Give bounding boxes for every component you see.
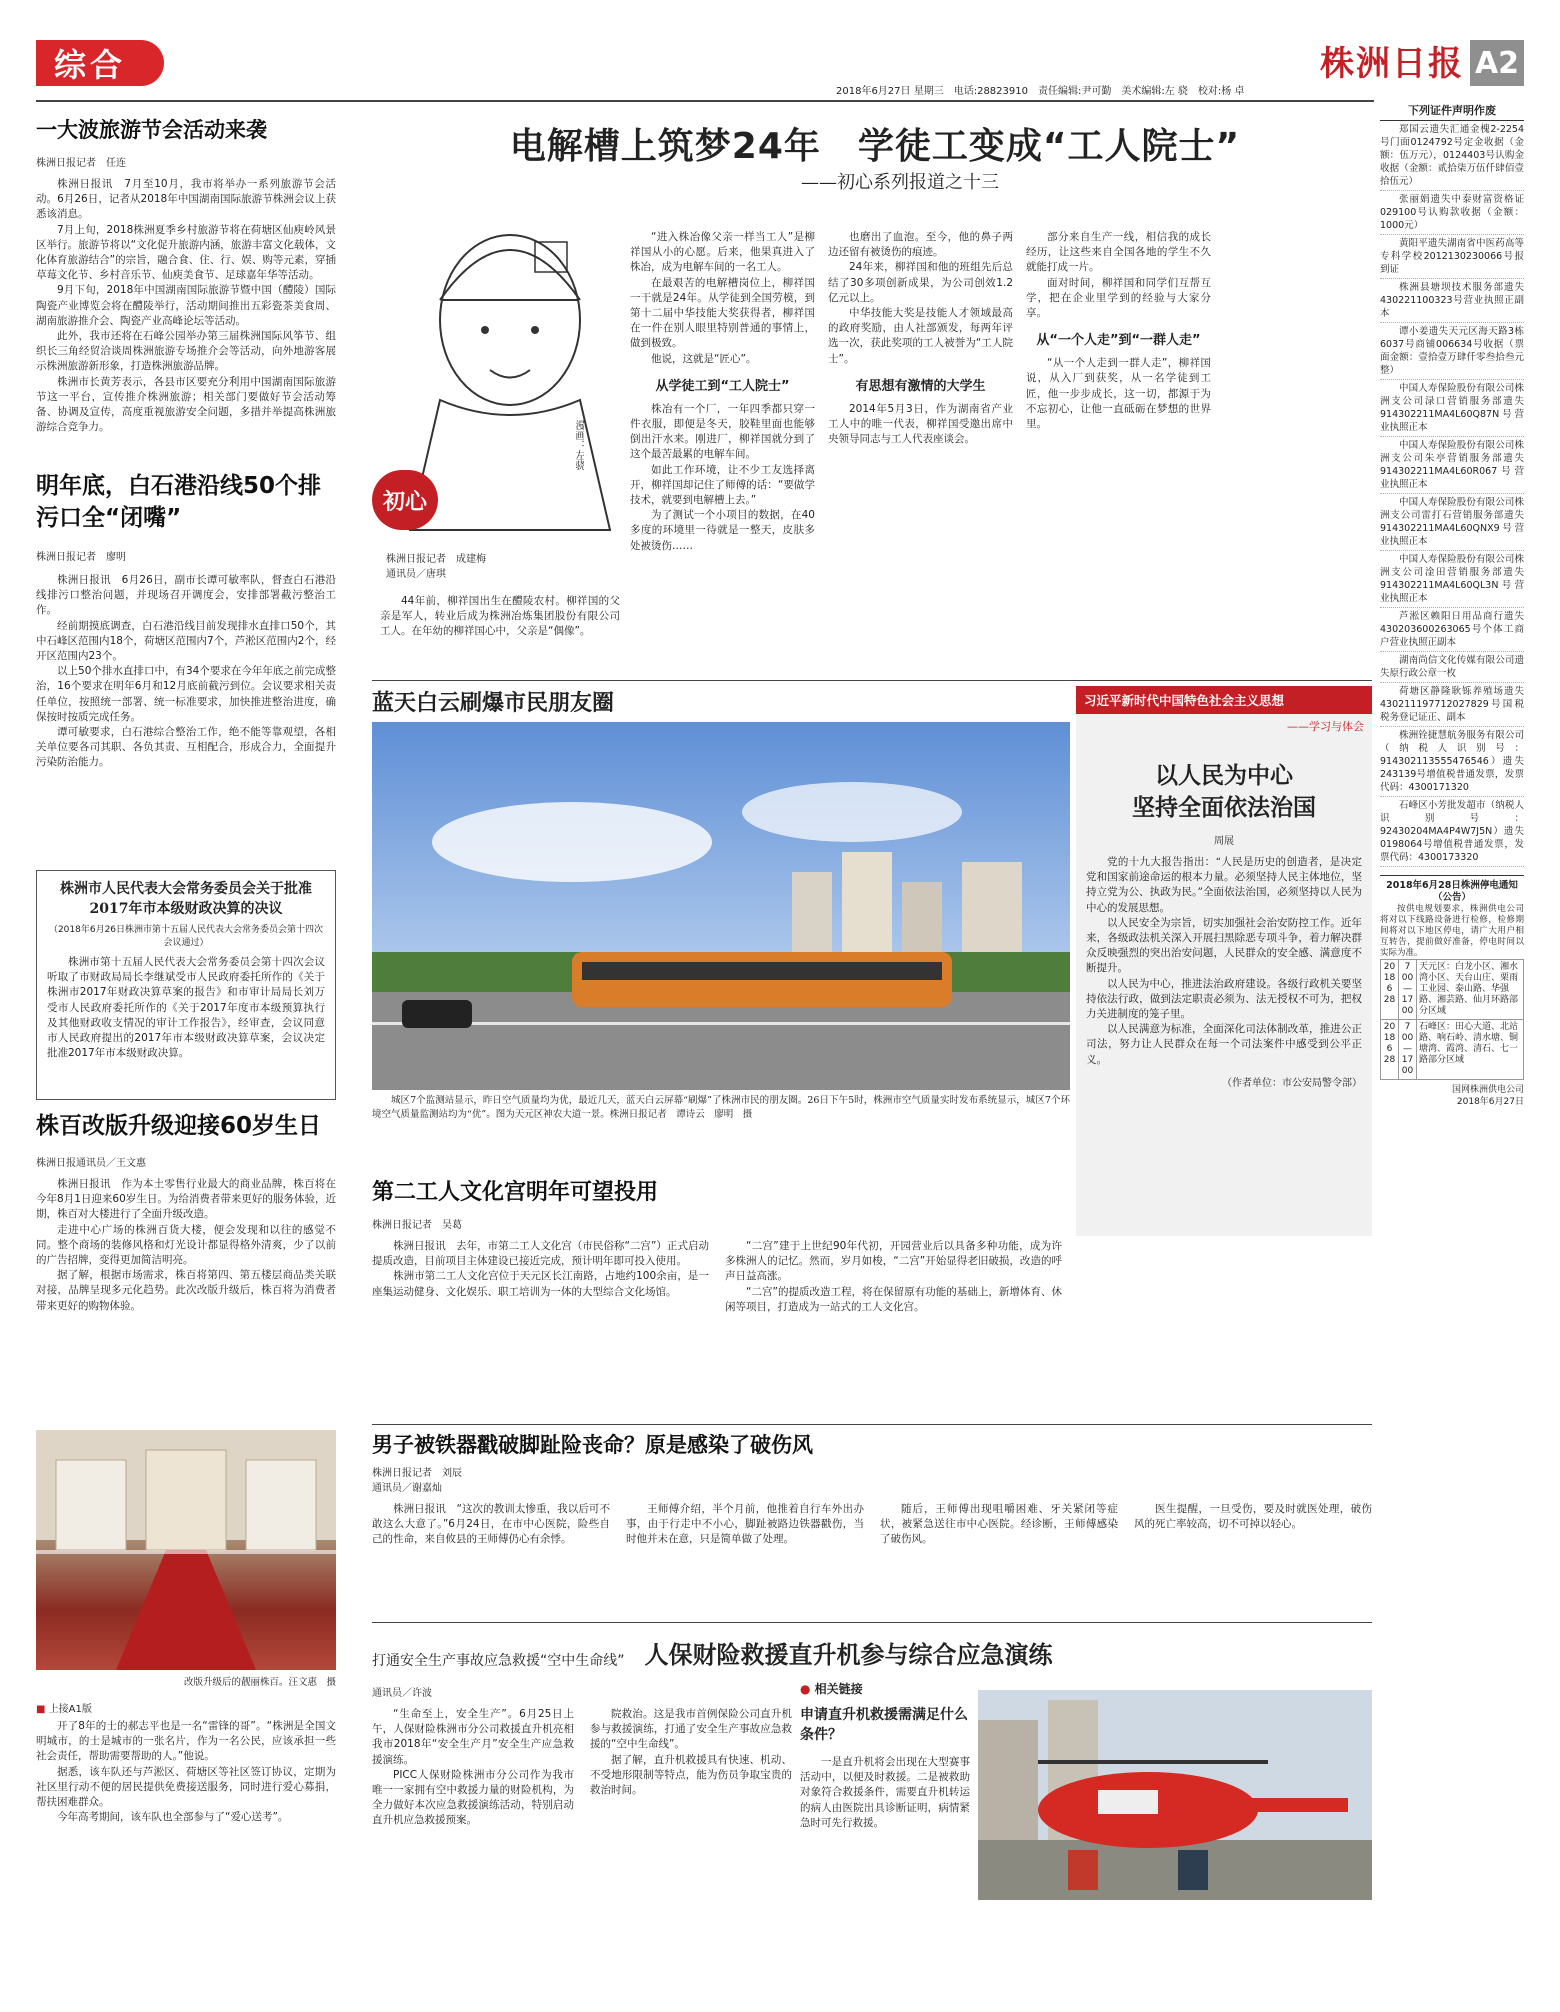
helicopter-photo [978,1690,1372,1900]
paragraph: 据了解，根据市场需求，株百将第四、第五楼层商品类关联对接，品牌呈现多元化趋势。此次改版升级后，株百将为消费者带来更好的购物体验。 [36,1269,336,1312]
headline: 一大波旅游节会活动来袭 [36,118,267,142]
headline: 株百改版升级迎接60岁生日 [36,1113,322,1139]
paragraph: “二宫”建于上世纪90年代初，开园营业后以具备多种功能，成为许多株洲人的记忆。然而，岁月如梭，“二宫”开始显得老旧破损，改造的呼声日益高涨。 [725,1240,1062,1283]
notice-item: 荷塘区静隆耿铄养殖场遗失430211197712027829号国税税务登记证正、副本 [1380,683,1524,727]
paragraph: 开了8年的士的郝志平也是一名“雷锋的哥”。“株洲是全国文明城市，的士是城市的一张名片，作为一名公民，应该承担一些社会责任，帮助需要帮助的人。”他说。 [36,1720,336,1763]
paragraph: 株洲日报讯 6月26日，副市长谭可敏率队，督查白石港沿线排污口整治问题，并现场召开调度会，安排部署截污整治工作。 [36,574,336,617]
outage-footer: 国网株洲供电公司 2018年6月27日 [1451,1085,1524,1107]
paragraph: 院救治。这是我市首例保险公司直升机参与救援演练，打通了安全生产事故应急救援的“空中生命线”。 [590,1708,792,1751]
notice-item: 中国人寿保险股份有限公司株洲支公司渌口营销服务部遗失914302211MA4L60Q87N号营业执照正本 [1380,380,1524,437]
masthead-logo: 株洲日报 [1320,44,1464,84]
table-cell: 7 00 — 17 00 [1399,1020,1417,1080]
headline: 人保财险救援直升机参与综合应急演练 [644,1641,1053,1669]
paragraph: 2014年5月3日，作为湖南省产业工人中的唯一代表，柳祥国受邀出席中央领导同志与工人代表座谈会。 [828,402,1013,446]
theory-box [1076,686,1372,1236]
resolution-box [36,870,336,1100]
lead-intro [380,594,620,674]
tram-photo-image [372,722,1070,1090]
store-photo [36,1430,336,1670]
kicker: 打通安全生产事故应急救援“空中生命线” [372,1653,625,1669]
lead-column-3 [1026,230,1211,670]
paragraph: 以人民安全为宗旨，切实加强社会治安防控工作。近年来，各级政法机关深入开展扫黑除恶专项斗争，着力解决群众反映强烈的突出治安问题，人民群众的安全感、满意度不断提升。 [1086,916,1362,975]
paragraph: 以人民为中心，推进法治政府建设。各级行政机关要坚持依法行政，做到法定职责必须为、法无授权不可为，把权力关进制度的笼子里。 [1086,977,1362,1021]
header-rule [36,100,1374,102]
headline: 男子被铁器戳破脚趾险丧命？原是感染了破伤风 [372,1433,813,1457]
article-taxi-continued [36,1700,336,2000]
notice-item: 中国人寿保险股份有限公司株洲支公司淦田营销服务部遗失914302211MA4L60QL3N号营业执照正本 [1380,551,1524,608]
paragraph: 24年来，柳祥国和他的班组先后总结了30多项创新成果，为公司创效1.2亿元以上。 [828,261,1013,304]
related-link-label [800,1680,970,1697]
paragraph: “从一个人走到一群人走”，柳祥国说，从入厂到获奖，从一名学徒到工匠，他一步步成长，这一切，都源于为不忘初心，让他一直砥砺在梦想的世界里。 [1026,357,1211,431]
headline: 第二工人文化宫明年可望投用 [372,1180,659,1205]
paragraph: 9月下旬，2018年中国湖南国际旅游节暨中国（醴陵）国际陶瓷产业博览会将在醴陵举行，活动期间推出五彩瓷茶美食周、湖南旅游推介会、陶瓷产业高峰论坛等活动。 [36,284,336,327]
subhead: 从学徒工到“工人院士” [655,378,790,394]
theory-title: 以人民为中心 坚持全面依法治国 [1132,763,1316,821]
page-number: A2 [1470,40,1524,86]
section-divider [372,680,1372,681]
paragraph: 44年前，柳祥国出生在醴陵农村。柳祥国的父亲是军人，转业后成为株洲冶炼集团股份有限公司工人。在年幼的柳祥国心中，父亲是“偶像”。 [380,595,620,638]
article-tourism [36,116,336,456]
store-photo-caption: 改版升级后的靓丽株百。汪文惠 摄 [183,1677,336,1688]
paragraph: 株洲日报讯 “这次的教训太惨重，我以后可不敢这么大意了。”6月24日，在市中心医院，险些自己的性命，来自攸县的王师傅仍心有余悸。 [372,1503,610,1546]
byline: 株洲日报记者 任连 [36,158,126,169]
table-cell: 7 00 — 17 00 [1399,960,1417,1020]
article-sewage [36,470,336,860]
byline: 株洲日报记者 刘辰 通讯员／谢嘉灿 [372,1468,462,1494]
jump-text: 上接A1版 [48,1704,92,1715]
paragraph: 在最艰苦的电解槽岗位上，柳祥国一干就是24年。从学徒到全国劳模，到第十二届中华技能大奖获得者，柳祥国在一件在别人眼里特别普通的事情上，做到极致。 [630,276,815,350]
paragraph: 面对时间，柳祥国和同学们互帮互学，把在企业里学到的经验与大家分享。 [1026,276,1211,320]
paragraph: 医生提醒，一旦受伤，要及时就医处理，破伤风的死亡率较高，切不可掉以轻心。 [1134,1503,1372,1531]
section-label: 综合 [36,40,164,86]
tram-photo [372,722,1070,1090]
lead-subtitle: ——初心系列报道之十三 [801,172,999,193]
table-cell: 石峰区：田心大道、北站路、响石岭、清水塘、铜塘湾、霞湾、清石、七一路部分区域 [1417,1020,1524,1080]
outage-intro: 按供电规划要求，株洲供电公司将对以下线路设备进行检修，检修期间将对以下地区停电，请广大用户相互转告，提前做好准备，停电时间以实际为准。 [1380,904,1524,958]
lead-column-2 [828,230,1013,670]
paragraph: 走进中心广场的株洲百货大楼，便会发现和以往的感觉不同。整个商场的装修风格和灯光设计都显得格外清爽，少了以前的广告招牌，变得更加简洁明亮。 [36,1223,336,1267]
lead-headline: 电解槽上筑梦24年 学徒工变成“工人院士” [509,126,1241,167]
headline: 明年底，白石港沿线50个排污口全“闭嘴” [36,473,322,531]
notice-item: 黄阳平遗失湖南省中医药高等专科学校2012130230066号报到证 [1380,235,1524,279]
paragraph: 以上50个排水直排口中，有34个要求在今年年底之前完成整治，16个要求在明年6月和12月底前截污到位。会议要求相关责任单位，按照统一部署、统一标准要求，加快推进整治进度，确保按时按质完成任务。 [36,665,336,723]
table-row [1381,960,1524,1020]
section-divider [372,1424,1372,1425]
table-cell: 20 18 6 28 [1381,960,1399,1020]
theory-source: （作者单位：市公安局警令部） [1222,1077,1362,1089]
paragraph: 株洲日报讯 去年，市第二工人文化宫（市民俗称“二宫”）正式启动提质改造，目前项目主体建设已接近完成，预计明年即可投入使用。 [372,1240,709,1268]
lead-byline: 株洲日报记者 成建梅 通讯员／唐琪 [386,554,486,580]
paragraph: 据悉，该车队还与芦淞区、荷塘区等社区签订协议，定期为社区里行动不便的居民提供免费接送服务，同时进行爱心募捐，帮扶困难群众。 [36,1765,336,1809]
paragraph: 株冶有一个厂，一年四季都只穿一件衣服，即便是冬天，胶鞋里面也能够倒出汗水来。刚进厂，柳祥国就分到了这个最苦最累的电解车间。 [630,402,815,461]
jump-label [36,1700,336,1715]
paragraph: 他说，这就是“匠心”。 [651,352,757,365]
dateline: 2018年6月27日 星期三 电话:28823910 责任编辑:尹可勤 美术编辑:左 骁 校对:杨 卓 [836,86,1245,97]
article-store [36,1110,336,1420]
helicopter-photo-image [978,1690,1372,1900]
paragraph: 株洲市第二工人文化宫位于天元区长江南路，占地约100余亩，是一座集运动健身、文化娱乐、职工培训为一体的大型综合文化场馆。 [372,1270,709,1298]
paragraph: 此外，我市还将在石峰公园举办第三届株洲国际风筝节、组织长三角经贸洽谈周株洲旅游专场推介会等活动，向外地游客展示株洲旅游新形象，打造株洲旅游品牌。 [36,330,336,373]
store-photo-image [36,1430,336,1670]
paragraph: 经前期摸底调查，白石港沿线目前发现排水直排口50个，其中石峰区范围内18个，荷塘区范围内7个，芦淞区范围内2个，经开区范围内23个。 [36,619,336,663]
theory-author: 周展 [1214,836,1234,847]
notice-item: 中国人寿保险股份有限公司株洲支公司雷打石营销服务部遗失914302211MA4L60QNX9号营业执照正本 [1380,494,1524,551]
photo-headline: 蓝天白云刷爆市民朋友圈 [372,691,615,716]
subhead: 从“一个人走”到“一群人走” [1036,333,1201,349]
notice-item: 株洲县塘坝技术服务部遗失430221100323号营业执照正副本 [1380,279,1524,323]
byline: 株洲日报记者 廖明 [36,552,126,563]
resolution-body: 株洲市第十五届人民代表大会常务委员会第十四次会议听取了市财政局局长李继斌受市人民政府委托所作的《关于株洲市2017年财政决算草案的报告》和市审计局局长刘万受市人民政府委托所作的《关于2017年度市本级预算执行及其他财政收支情况的审计工作报告》，经审查，会议同意市人民政府提出的2017年市本级财政决算草案，会议决定批准2017年市本级财政决算。 [47,956,325,1060]
notice-item: 芦淞区赖阳日用品商行遗失430203600263065号个体工商户营业执照正副本 [1380,608,1524,652]
resolution-title: 株洲市人民代表大会常务委员会关于批准2017年市本级财政决算的决议 [60,881,312,917]
paragraph: 谭可敏要求，白石港综合整治工作，绝不能等靠观望，各相关单位要各司其职、各负其责、互相配合，形成合力，全面提升污染防治能力。 [36,726,336,769]
theory-body [1076,855,1372,1089]
section-divider [372,1622,1372,1623]
paragraph: 中华技能大奖是技能人才领域最高的政府奖励，由人社部颁发，每两年评选一次，获此奖项的工人被誉为“工人院士”。 [828,307,1013,365]
theory-banner-sub: ——学习与体会 [1287,720,1364,733]
paragraph: PICC人保财险株洲市分公司作为我市唯一一家拥有空中救援力量的财险机构，为全力做好本次应急救援演练活动，特别启动直升机应急救援预案。 [372,1768,574,1827]
related-link-label-text: 相关链接 [814,1682,863,1696]
paragraph: 党的十九大报告指出：“人民是历史的创造者，是决定党和国家前途命运的根本力量。必须坚持人民主体地位，坚持立党为公、执政为民。”全面依法治国，必须坚持以人民为中心的发展思想。 [1086,856,1362,914]
photo-caption [372,1094,1070,1170]
byline: 株洲日报记者 吴葛 [372,1220,462,1231]
table-row [1381,1020,1524,1080]
outage-heading: 2018年6月28日株洲停电通知（公告） [1386,880,1518,903]
article-tetanus [372,1430,1372,1620]
paragraph: 株洲市长黄芳表示，各县市区要充分利用中国湖南国际旅游节这一平台，宣传推介株洲旅游；相关部门要做好节会活动筹备、协调及宣传，高度重视旅游安全问题，多措并举提高株洲旅游综合竞争力。 [36,375,336,434]
notices-heading: 下列证件声明作废 [1380,100,1524,121]
paragraph: 7月上旬，2018株洲夏季乡村旅游节将在荷塘区仙庾岭风景区举行。旅游节将以“文化促升旅游内涵，旅游丰富文化载体，文化体育旅游结合”的宗旨，融合食、住、行、娱、购等元素，穿插草莓文化节、乡村音乐节、仙庾美食节、足球嘉年华等活动。 [36,223,336,282]
notices-column [1380,100,1524,2000]
notice-item: 石峰区小芳批发超市（纳税人识别号：92430204MA4P4W7J5N）遗失0198064号增值税普通发票，发票代码：4300173320 [1380,797,1524,867]
illustration-credit: 漫画：左骁 [573,420,584,470]
paragraph: 随后，王师傅出现咀嚼困难、牙关紧闭等症状，被紧急送往市中心医院。经诊断，王师傅感染了破伤风。 [880,1503,1118,1546]
notice-item: 湖南尚信文化传媒有限公司遗失原行政公章一枚 [1380,652,1524,683]
paragraph: 株洲日报讯 作为本土零售行业最大的商业品牌，株百将在今年8月1日迎来60岁生日。为给消费者带来更好的服务体验，近期，株百对大楼进行了全面升级改造。 [36,1178,336,1221]
table-cell: 天元区：白龙小区、湘水湾小区、天台山庄、栗雨工业园、泰山路、华强路、湘芸路、仙月环路部分区域 [1417,960,1524,1020]
helicopter-headline-row [372,1630,1372,1670]
outage-table [1380,959,1524,1080]
notice-item: 张丽娟遗失中泰财富资格证029100号认购款收据（金额：1000元） [1380,191,1524,235]
paragraph: 为了测试一个小项目的数据，在40多度的环境里一待就是一整天，皮肤多处被烫伤…… [630,509,815,552]
paragraph: 也磨出了血泡。至今，他的鼻子两边还留有被烫伤的痕迹。 [828,231,1013,259]
paragraph: “生命至上，安全生产”。6月25日上午，人保财险株洲市分公司救援直升机亮相我市2018年“安全生产月”安全生产应急救援演练。 [372,1708,574,1766]
table-cell: 20 18 6 28 [1381,1020,1399,1080]
byline: 株洲日报通讯员／王文惠 [36,1158,146,1169]
related-link-box [800,1680,970,2000]
photo-caption-text: 城区7个监测站显示，昨日空气质量均为优，最近几天，蓝天白云屏幕“刷爆”了株洲市民的朋友圈。26日下午5时，株洲市空气质量实时发布系统显示，城区7个环境空气质量监测站均为“优”。图为天元区神农大道一景。株洲日报记者 谭诗云 廖明 摄 [372,1095,1070,1120]
bullet-icon: ● [800,1682,811,1696]
notices-list [1380,121,1524,867]
paragraph: 如此工作环境，让不少工友选择离开，柳祥国却记住了师傅的话：“要做学技术，就要到电解槽上去。” [630,463,815,507]
article-helicopter [372,1680,792,2000]
related-link-title: 申请直升机救援需满足什么条件？ [800,1707,968,1743]
notice-item: 株洲铨捷慧航务服务有限公司（纳税人识别号：914302113555476546）遗失243139号增值税普通发票，发票代码：4300171320 [1380,727,1524,797]
paragraph: 株洲日报讯 7月至10月，我市将举办一系列旅游节会活动。6月26日，记者从2018年中国湖南国际旅游节株洲会议上获悉该消息。 [36,178,336,221]
paragraph: 部分来自生产一线，相信我的成长经历，让这些来自全国各地的学生不久就能打成一片。 [1026,231,1211,274]
notice-item: 郑国云遗失汇通金槐2-2254号门面0124792号定金收据（金额：伍万元），0124403号认购金收据（金额：贰拾柒万伍仟肆佰壹拾伍元） [1380,121,1524,191]
notice-item: 中国人寿保险股份有限公司株洲支公司朱亭营销服务部遗失914302211MA4L60R067号营业执照正本 [1380,437,1524,494]
outage-notice [1380,875,1524,1108]
paragraph: “进入株冶像父亲一样当工人”是柳祥国从小的心愿。后来，他果真进入了株冶，成为电解车间的一名工人。 [630,231,815,274]
theory-banner: 习近平新时代中国特色社会主义思想 [1076,686,1372,714]
related-link-body: 一是直升机将会出现在大型赛事活动中，以便及时救援。二是被救助对象符合救援条件，需要直升机转运的病人由医院出具诊断证明，病情紧急时可先行救援。 [800,1756,970,1829]
article-culture-palace [372,1178,1062,1418]
series-stamp: 初心 [372,470,438,530]
subhead: 有思想有激情的大学生 [855,378,986,394]
paragraph: 王师傅介绍，半个月前，他推着自行车外出办事，由于行走中不小心，脚趾被路边铁器戳伤，当时他并未在意，只是简单做了处理。 [626,1503,864,1546]
notice-item: 谭小姜遗失天元区海天路3栋6037号商铺006634号收据（票面金额：壹拾壹万肆仟零叁拾叁元整） [1380,323,1524,380]
paragraph: 今年高考期间，该车队也全部参与了“爱心送考”。 [57,1811,289,1824]
byline: 通讯员／许波 [372,1688,432,1699]
jump-arrow-icon: ■ [36,1704,46,1715]
resolution-subtitle: （2018年6月26日株洲市第十五届人民代表大会常务委员会第十四次会议通过） [48,925,324,948]
lead-column-1 [630,230,815,670]
paragraph: 以人民满意为标准，全面深化司法体制改革，推进公正司法，努力让人民群众在每一个司法案件中感受到公平正义。 [1086,1023,1362,1066]
paragraph: 据了解，直升机救援具有快速、机动、不受地形限制等特点，能为伤员争取宝贵的救治时间。 [590,1753,792,1797]
paragraph: “二宫”的提质改造工程，将在保留原有功能的基础上，新增体育、休闲等项目，打造成为一站式的工人文化宫。 [725,1285,1062,1313]
